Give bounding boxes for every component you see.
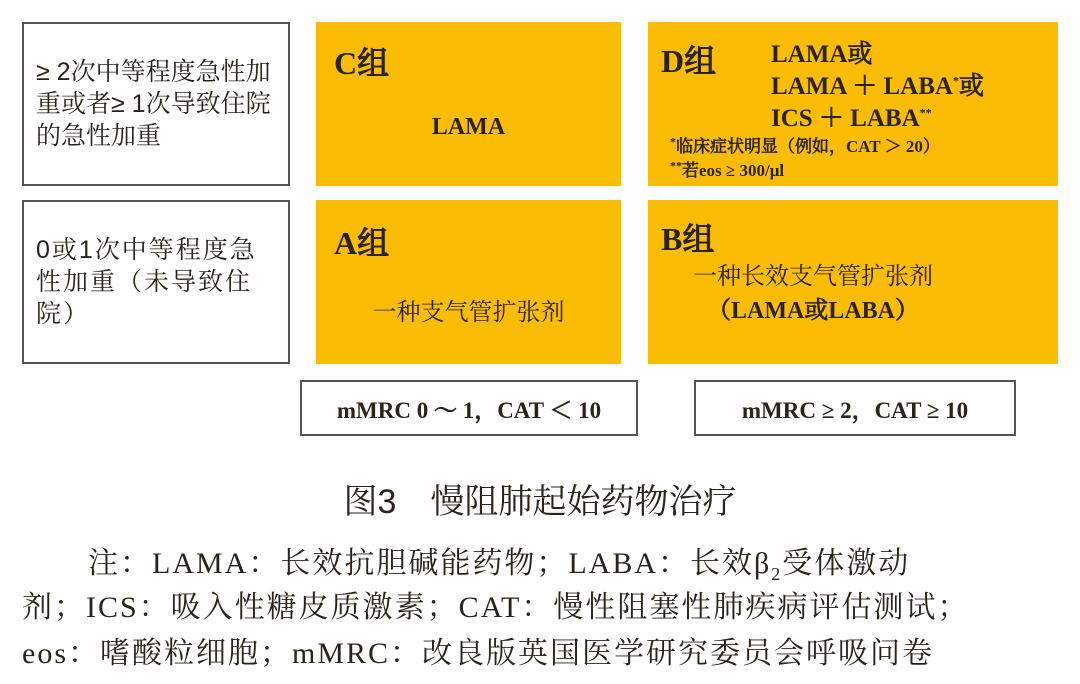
group-d-title: D组 [661,43,717,79]
criteria-low-symptoms: mMRC 0 ～ 1，CAT ＜ 10 [300,380,638,436]
group-c-box [316,22,621,186]
group-c-therapy: LAMA [431,114,506,140]
group-b-box [648,200,1058,364]
group-d-option-3: ICS ＋ LABA** [771,105,932,132]
group-a-box [316,200,621,364]
group-c-title: C组 [334,45,390,81]
note-line-1: 注：LAMA：长效抗胆碱能药物；LABA：长效$\beta_2$受体激动 [88,547,911,584]
row-label-exacerbation-high [22,22,290,186]
group-d-footnote-2: **若eos ≥ 300/μl [670,158,785,180]
group-b-title: B组 [661,221,715,257]
group-d-option-1: LAMA或 [771,41,873,68]
row-label-text: 0或1次中等程度急性加重（未导致住院） [36,236,257,328]
figure-title: 图3 慢阻肺起始药物治疗 [343,483,737,521]
group-d-option-2: LAMA ＋ LABA*或 [771,73,984,100]
group-d-box [648,22,1058,186]
group-b-therapy: 一种长效支气管扩张剂 [693,263,933,290]
note-line-3: eos：嗜酸粒细胞；mMRC：改良版英国医学研究委员会呼吸问卷 [22,637,935,670]
group-a-title: A组 [334,225,390,261]
criteria-high-symptoms: mMRC ≥ 2，CAT ≥ 10 [694,380,1016,436]
row-label-exacerbation-low [22,200,290,364]
row-label-text: ≥ 2次中等程度急性加重或者≥ 1次导致住院的急性加重 [36,58,271,150]
group-b-therapy-detail: （LAMA或LABA） [706,298,919,324]
group-d-footnote-1: *临床症状明显（例如，CAT ＞ 20） [670,134,940,156]
group-a-therapy: 一种支气管扩张剂 [372,299,565,326]
note-line-2: 剂；ICS：吸入性糖皮质激素；CAT：慢性阻塞性肺疾病评估测试； [22,591,970,624]
